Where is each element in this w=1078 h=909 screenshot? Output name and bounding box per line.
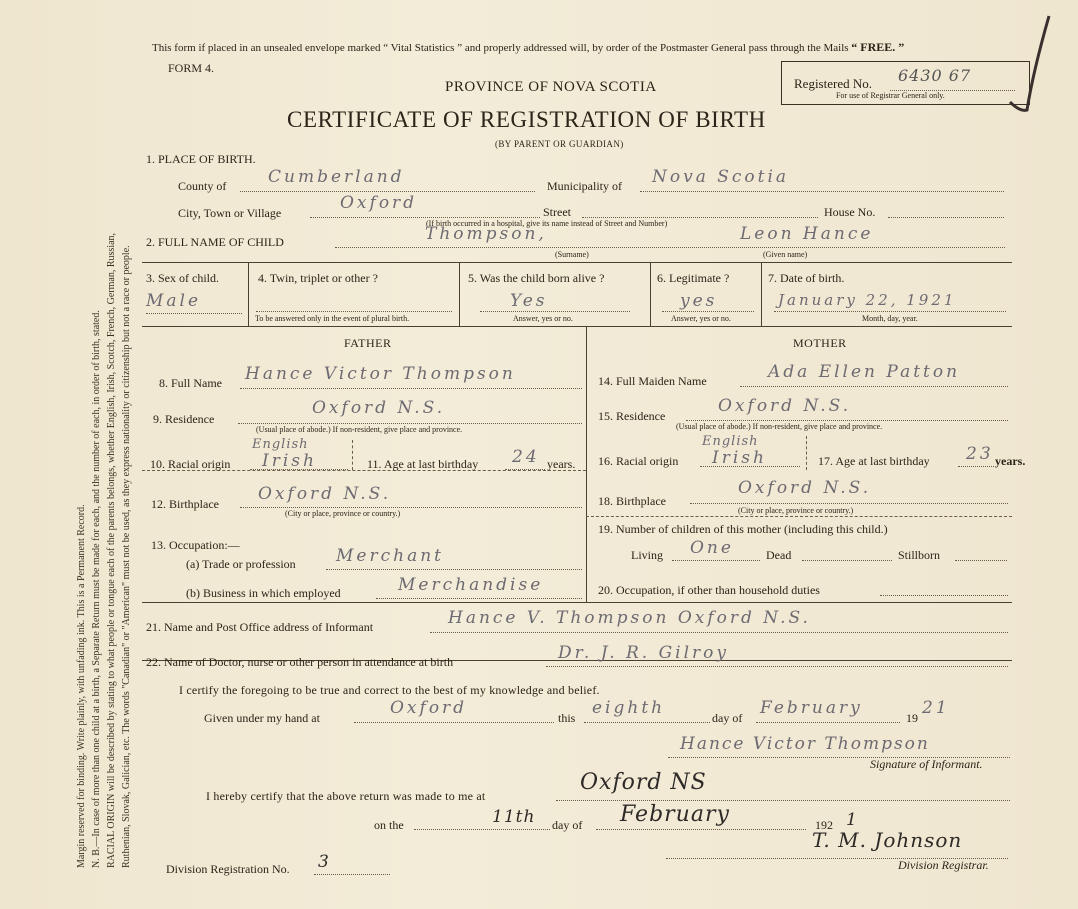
father-residence-note: (Usual place of abode.) If non-resident, give place and province. bbox=[256, 425, 463, 434]
father-racial-value: Irish bbox=[262, 451, 317, 471]
return-month-value: February bbox=[620, 802, 730, 827]
mother-name-value: Ada Ellen Patton bbox=[768, 362, 961, 382]
father-heading: FATHER bbox=[344, 336, 392, 350]
twin-note: To be answered only in the event of plural birth. bbox=[255, 314, 410, 323]
check-mark-icon bbox=[1005, 12, 1055, 122]
informant-signature: Hance Victor Thompson bbox=[680, 734, 930, 754]
surname-caption: (Surname) bbox=[555, 250, 589, 259]
return-text: I hereby certify that the above return was made to me at bbox=[206, 789, 486, 803]
return-place-value: Oxford NS bbox=[580, 770, 707, 795]
street-label: Street bbox=[543, 205, 571, 219]
business-label: (b) Business in which employed bbox=[186, 586, 341, 600]
sex-label: 3. Sex of child. bbox=[146, 271, 219, 285]
mother-occupation-label: 20. Occupation, if other than household duties bbox=[598, 583, 820, 597]
mother-racial-value: Irish bbox=[712, 448, 767, 468]
certify-text: I certify the foregoing to be true and correct to the best of my knowledge and belief. bbox=[179, 683, 600, 697]
children-count-label: 19. Number of children of this mother (including this child.) bbox=[598, 522, 888, 536]
city-label: City, Town or Village bbox=[178, 206, 282, 220]
mother-birthplace-label: 18. Birthplace bbox=[598, 494, 666, 508]
mother-residence-note: (Usual place of abode.) If non-resident, give place and province. bbox=[676, 422, 883, 431]
registered-value: 6430 67 bbox=[898, 66, 972, 85]
father-age-label: 11. Age at last birthday bbox=[367, 457, 479, 471]
father-racial-value-top: English bbox=[252, 437, 309, 452]
given-year-prefix: 19 bbox=[906, 711, 918, 725]
child-name-label: 2. FULL NAME OF CHILD bbox=[146, 235, 284, 249]
nb-note: N. B.—In case of more than one child at a birth, a Separate Return must be made for each, and the number of each, in order of birth, stated. bbox=[91, 310, 102, 868]
racial-origin-note-2: Ruthenian, Slovak, Galician, etc. The words "Canadian" or "American" must not be used, as they express nationality or citizenship but not a race or people. bbox=[121, 245, 132, 868]
twin-label: 4. Twin, triplet or other ? bbox=[258, 271, 378, 285]
doctor-label: 22. Name of Doctor, nurse or other person in attendance at birth bbox=[146, 655, 454, 669]
county-value: Cumberland bbox=[268, 167, 405, 187]
mother-age-label: 17. Age at last birthday bbox=[818, 454, 930, 468]
certificate-title: CERTIFICATE OF REGISTRATION OF BIRTH bbox=[287, 107, 766, 132]
alive-label: 5. Was the child born alive ? bbox=[468, 271, 605, 285]
given-under-label: Given under my hand at bbox=[204, 711, 320, 725]
mother-residence-label: 15. Residence bbox=[598, 409, 666, 423]
father-name-value: Hance Victor Thompson bbox=[245, 364, 516, 384]
legitimate-value: yes bbox=[680, 291, 718, 311]
father-residence-label: 9. Residence bbox=[153, 412, 215, 426]
informant-signature-caption: Signature of Informant. bbox=[870, 757, 983, 771]
province-heading: PROVINCE OF NOVA SCOTIA bbox=[445, 79, 657, 95]
father-occupation-label: 13. Occupation:— bbox=[151, 538, 240, 552]
place-of-birth-label: 1. PLACE OF BIRTH. bbox=[146, 152, 256, 166]
given-month-value: February bbox=[760, 698, 863, 718]
return-day-of-label: day of bbox=[552, 818, 583, 832]
free-label: “ FREE. ” bbox=[851, 40, 905, 54]
return-day-value: 11th bbox=[492, 807, 536, 827]
alive-value: Yes bbox=[510, 291, 548, 311]
stillborn-label: Stillborn bbox=[898, 548, 941, 562]
given-place-value: Oxford bbox=[390, 698, 468, 718]
dead-label: Dead bbox=[766, 548, 792, 562]
father-racial-label: 10. Racial origin bbox=[150, 457, 231, 471]
trade-label: (a) Trade or profession bbox=[186, 557, 296, 571]
mother-age-value: 23 bbox=[966, 444, 994, 464]
father-age-value: 24 bbox=[512, 447, 540, 467]
return-year-prefix: 192 bbox=[815, 818, 833, 832]
form-number: FORM 4. bbox=[168, 61, 215, 75]
father-residence-value: Oxford N.S. bbox=[312, 398, 446, 418]
father-years-label: years. bbox=[547, 457, 576, 471]
given-day-value: eighth bbox=[592, 698, 666, 718]
mother-name-label: 14. Full Maiden Name bbox=[598, 374, 707, 388]
father-birthplace-label: 12. Birthplace bbox=[151, 497, 219, 511]
legitimate-label: 6. Legitimate ? bbox=[657, 271, 730, 285]
mother-racial-label: 16. Racial origin bbox=[598, 454, 679, 468]
mail-notice bbox=[152, 40, 904, 55]
dob-label: 7. Date of birth. bbox=[768, 271, 845, 285]
given-name-caption: (Given name) bbox=[763, 250, 808, 259]
county-label: County of bbox=[178, 179, 227, 193]
given-year-value: 21 bbox=[922, 698, 950, 718]
doctor-value: Dr. J. R. Gilroy bbox=[558, 643, 730, 663]
mother-birthplace-value: Oxford N.S. bbox=[738, 478, 872, 498]
this-label: this bbox=[558, 711, 576, 725]
mother-heading: MOTHER bbox=[793, 336, 847, 350]
division-label: Division Registration No. bbox=[166, 862, 290, 876]
child-given-value: Leon Hance bbox=[740, 224, 874, 244]
child-surname-value: Thompson, bbox=[425, 224, 547, 244]
informant-value: Hance V. Thompson Oxford N.S. bbox=[448, 608, 811, 628]
father-birthplace-value: Oxford N.S. bbox=[258, 484, 392, 504]
city-value: Oxford bbox=[340, 193, 418, 213]
mother-residence-value: Oxford N.S. bbox=[718, 396, 852, 416]
living-label: Living bbox=[631, 548, 663, 562]
return-year-value: 1 bbox=[846, 810, 858, 830]
business-value: Merchandise bbox=[398, 575, 544, 595]
mail-notice-text: This form if placed in an unsealed envelope marked “ Vital Statistics ” and properly addressed will, by order of the Postmaster General pass through the Mails bbox=[152, 42, 849, 54]
on-the-label: on the bbox=[374, 818, 404, 832]
municipality-label: Municipality of bbox=[547, 179, 622, 193]
house-label: House No. bbox=[824, 205, 876, 219]
alive-note: Answer, yes or no. bbox=[513, 314, 573, 323]
registrar-signature: T. M. Johnson bbox=[812, 828, 963, 852]
mother-racial-value-top: English bbox=[702, 434, 759, 449]
municipality-value: Nova Scotia bbox=[652, 167, 790, 187]
mother-years-label: years. bbox=[995, 454, 1026, 468]
mother-birthplace-note: (City or place, province or country.) bbox=[738, 506, 854, 515]
dob-value: January 22, 1921 bbox=[778, 291, 957, 309]
day-of-label: day of bbox=[712, 711, 743, 725]
registered-note: For use of Registrar General only. bbox=[836, 91, 945, 100]
hospital-note: (If birth occurred in a hospital, give its name instead of Street and Number) bbox=[426, 219, 668, 228]
legitimate-note: Answer, yes or no. bbox=[671, 314, 731, 323]
living-value: One bbox=[690, 538, 734, 558]
dob-note: Month, day, year. bbox=[862, 314, 918, 323]
division-value: 3 bbox=[318, 852, 330, 872]
racial-origin-note: RACIAL ORIGIN will be described by stating to what people or tongue each of the parents belongs, whether English, Irish, Scotch, French, German, Russian, bbox=[106, 232, 117, 868]
trade-value: Merchant bbox=[336, 546, 444, 566]
informant-label: 21. Name and Post Office address of Informant bbox=[146, 620, 374, 634]
certificate-subtitle: (BY PARENT OR GUARDIAN) bbox=[495, 139, 624, 149]
registrar-caption: Division Registrar. bbox=[898, 858, 989, 872]
registered-label: Registered No. bbox=[794, 76, 872, 91]
father-name-label: 8. Full Name bbox=[159, 376, 222, 390]
margin-note: Margin reserved for binding. Write plainly, with unfading ink. This is a Permanent Record. bbox=[76, 504, 87, 868]
father-birthplace-note: (City or place, province or country.) bbox=[285, 509, 401, 518]
sex-value: Male bbox=[146, 291, 202, 311]
